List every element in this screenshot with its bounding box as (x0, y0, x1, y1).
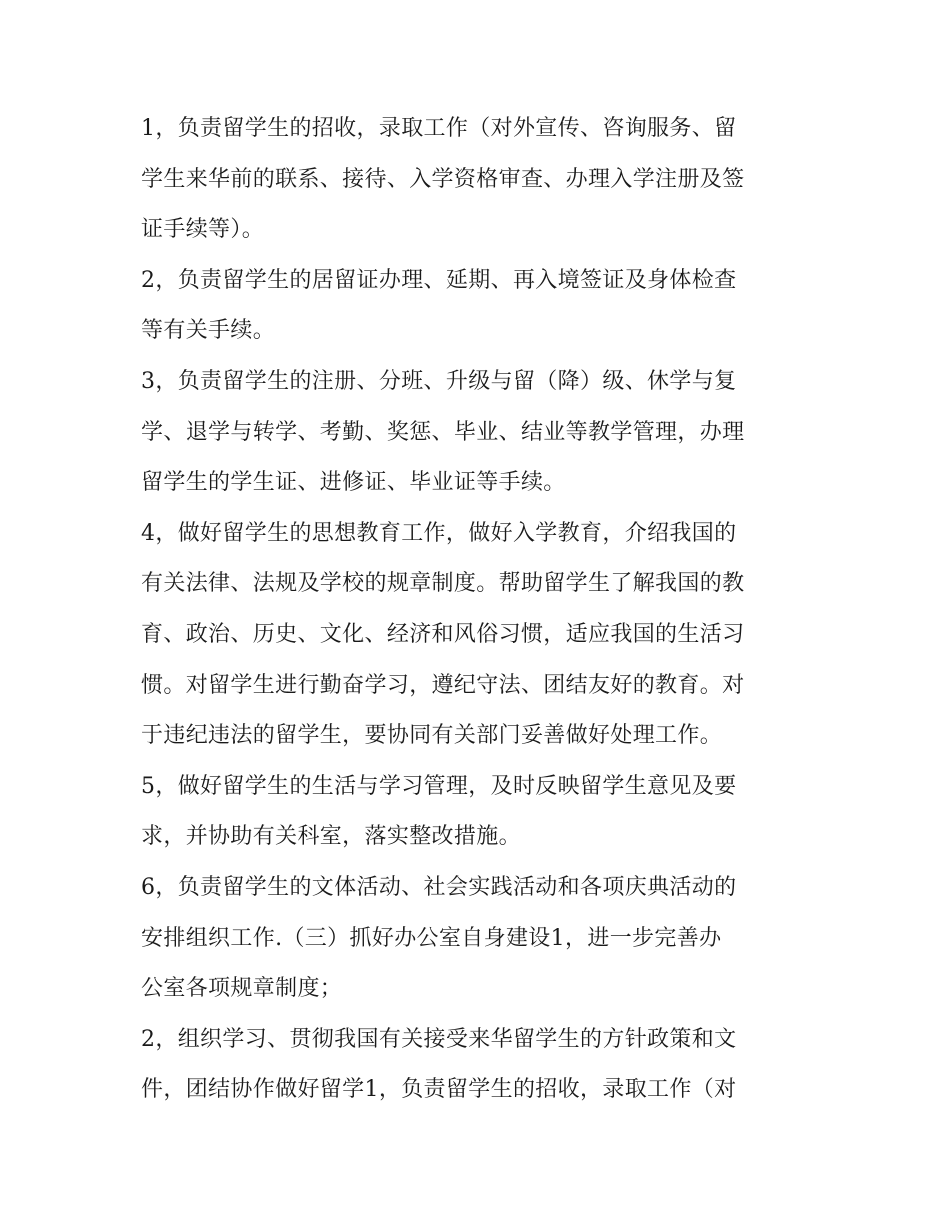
document-body (141, 104, 813, 1116)
text-line: 于违纪违法的留学生，要协同有关部门妥善做好处理工作。 (141, 723, 723, 749)
text-line: 6，负责留学生的文体活动、社会实践活动和各项庆典活动的 (141, 874, 737, 900)
text-line: 惯。对留学生进行勤奋学习，遵纪守法、团结友好的教育。对 (141, 672, 745, 698)
text-line: 育、政治、历史、文化、经济和风俗习惯，适应我国的生活习 (141, 621, 745, 647)
text-line: 留学生的学生证、进修证、毕业证等手续。 (141, 470, 566, 496)
text-line: 等有关手续。 (141, 318, 276, 344)
text-line: 学生来华前的联系、接待、入学资格审查、办理入学注册及签 (141, 166, 745, 192)
text-line: 安排组织工作.（三）抓好办公室自身建设1，进一步完善办 (141, 925, 722, 951)
text-line: 2，负责留学生的居留证办理、延期、再入境签证及身体检查 (141, 267, 737, 293)
text-line: 有关法律、法规及学校的规章制度。帮助留学生了解我国的教 (141, 571, 745, 597)
text-line: 件，团结协作做好留学1，负责留学生的招收，录取工作（对 (141, 1077, 737, 1103)
text-line: 求，并协助有关科室，落实整改措施。 (141, 824, 521, 850)
text-line: 学、退学与转学、考勤、奖惩、毕业、结业等教学管理，办理 (141, 419, 745, 445)
text-line: 3，负责留学生的注册、分班、升级与留（降）级、休学与复 (141, 368, 737, 394)
text-line: 1，负责留学生的招收，录取工作（对外宣传、咨询服务、留 (141, 116, 737, 141)
text-line: 证手续等）。 (141, 217, 265, 243)
text-line: 公室各项规章制度； (141, 976, 343, 1002)
text-line: 4，做好留学生的思想教育工作，做好入学教育，介绍我国的 (141, 520, 737, 546)
text-line: 2，组织学习、贯彻我国有关接受来华留学生的方针政策和文 (141, 1026, 737, 1052)
text-line: 5，做好留学生的生活与学习管理，及时反映留学生意见及要 (141, 773, 737, 799)
